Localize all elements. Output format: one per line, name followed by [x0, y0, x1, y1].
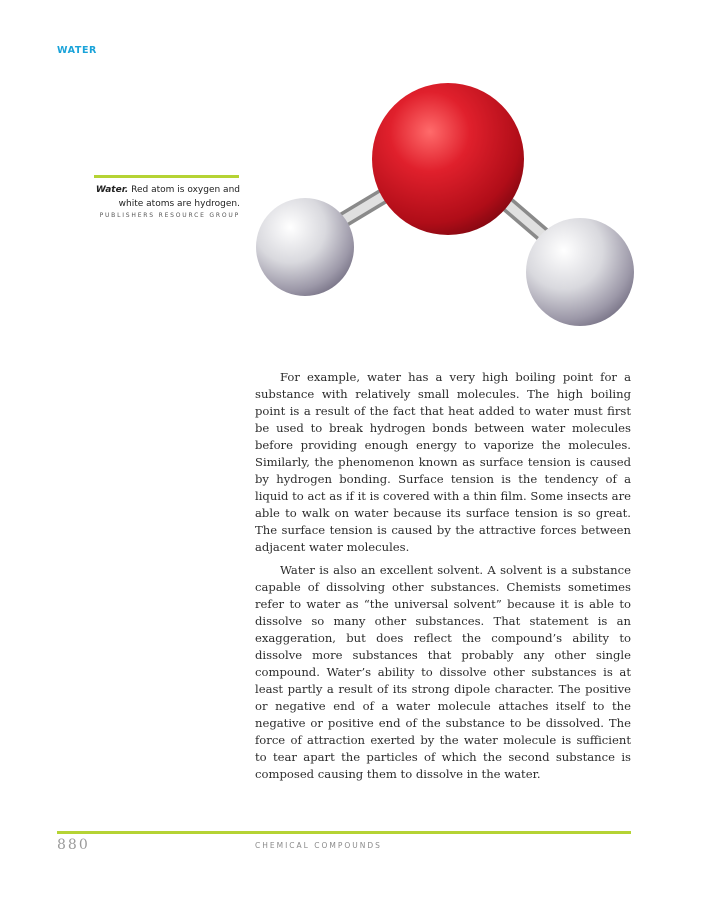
- page-number: 880: [57, 837, 90, 853]
- photo-credit: PUBLISHERS RESOURCE GROUP: [99, 212, 240, 219]
- paragraph: Water is also an excellent solvent. A solvent is a substance capable of dissolving other substances. Chemists sometimes refer to water as “the universal solvent” because it is able to dissolve so many other substances. That statement is an exaggeration, but does reflect the compound’s ability to dissolve more substances that probably any other single compound. Water’s ability to dissolve other substances is at least partly a result of its strong dipole character. The positive or negative end of a water molecule attaches itself to the negative or positive end of the substance to be dissolved. The force of attraction exerted by the water molecule is sufficient to tear apart the particles of which the second substance is composed causing them to dissolve in the water.: [255, 563, 631, 781]
- running-head: WATER: [57, 45, 97, 56]
- footer-rule: [57, 831, 631, 834]
- water-molecule-image: [250, 75, 640, 335]
- hydrogen-atom-left: [256, 198, 354, 296]
- body-text: [255, 369, 631, 789]
- caption-text: Red atom is oxygen and white atoms are hydrogen.: [118, 185, 240, 209]
- hydrogen-atom-right: [526, 218, 634, 326]
- figure-caption: [90, 183, 240, 211]
- caption-rule: [94, 175, 239, 178]
- footer-section-title: CHEMICAL COMPOUNDS: [255, 841, 382, 850]
- caption-lead: Water.: [95, 185, 129, 195]
- paragraph: For example, water has a very high boiling point for a substance with relatively small molecules. The high boiling point is a result of the fact that heat added to water must first be used to break hydrogen bonds between water molecules before providing enough energy to vaporize the molecules. Similarly, the phenomenon known as surface tension is caused by hydrogen bonding. Surface tension is the tendency of a liquid to act as if it is covered with a thin film. Some insects are able to walk on water because its surface tension is so great. The surface tension is caused by the attractive forces between adjacent water molecules.: [255, 370, 631, 554]
- oxygen-atom: [372, 83, 524, 235]
